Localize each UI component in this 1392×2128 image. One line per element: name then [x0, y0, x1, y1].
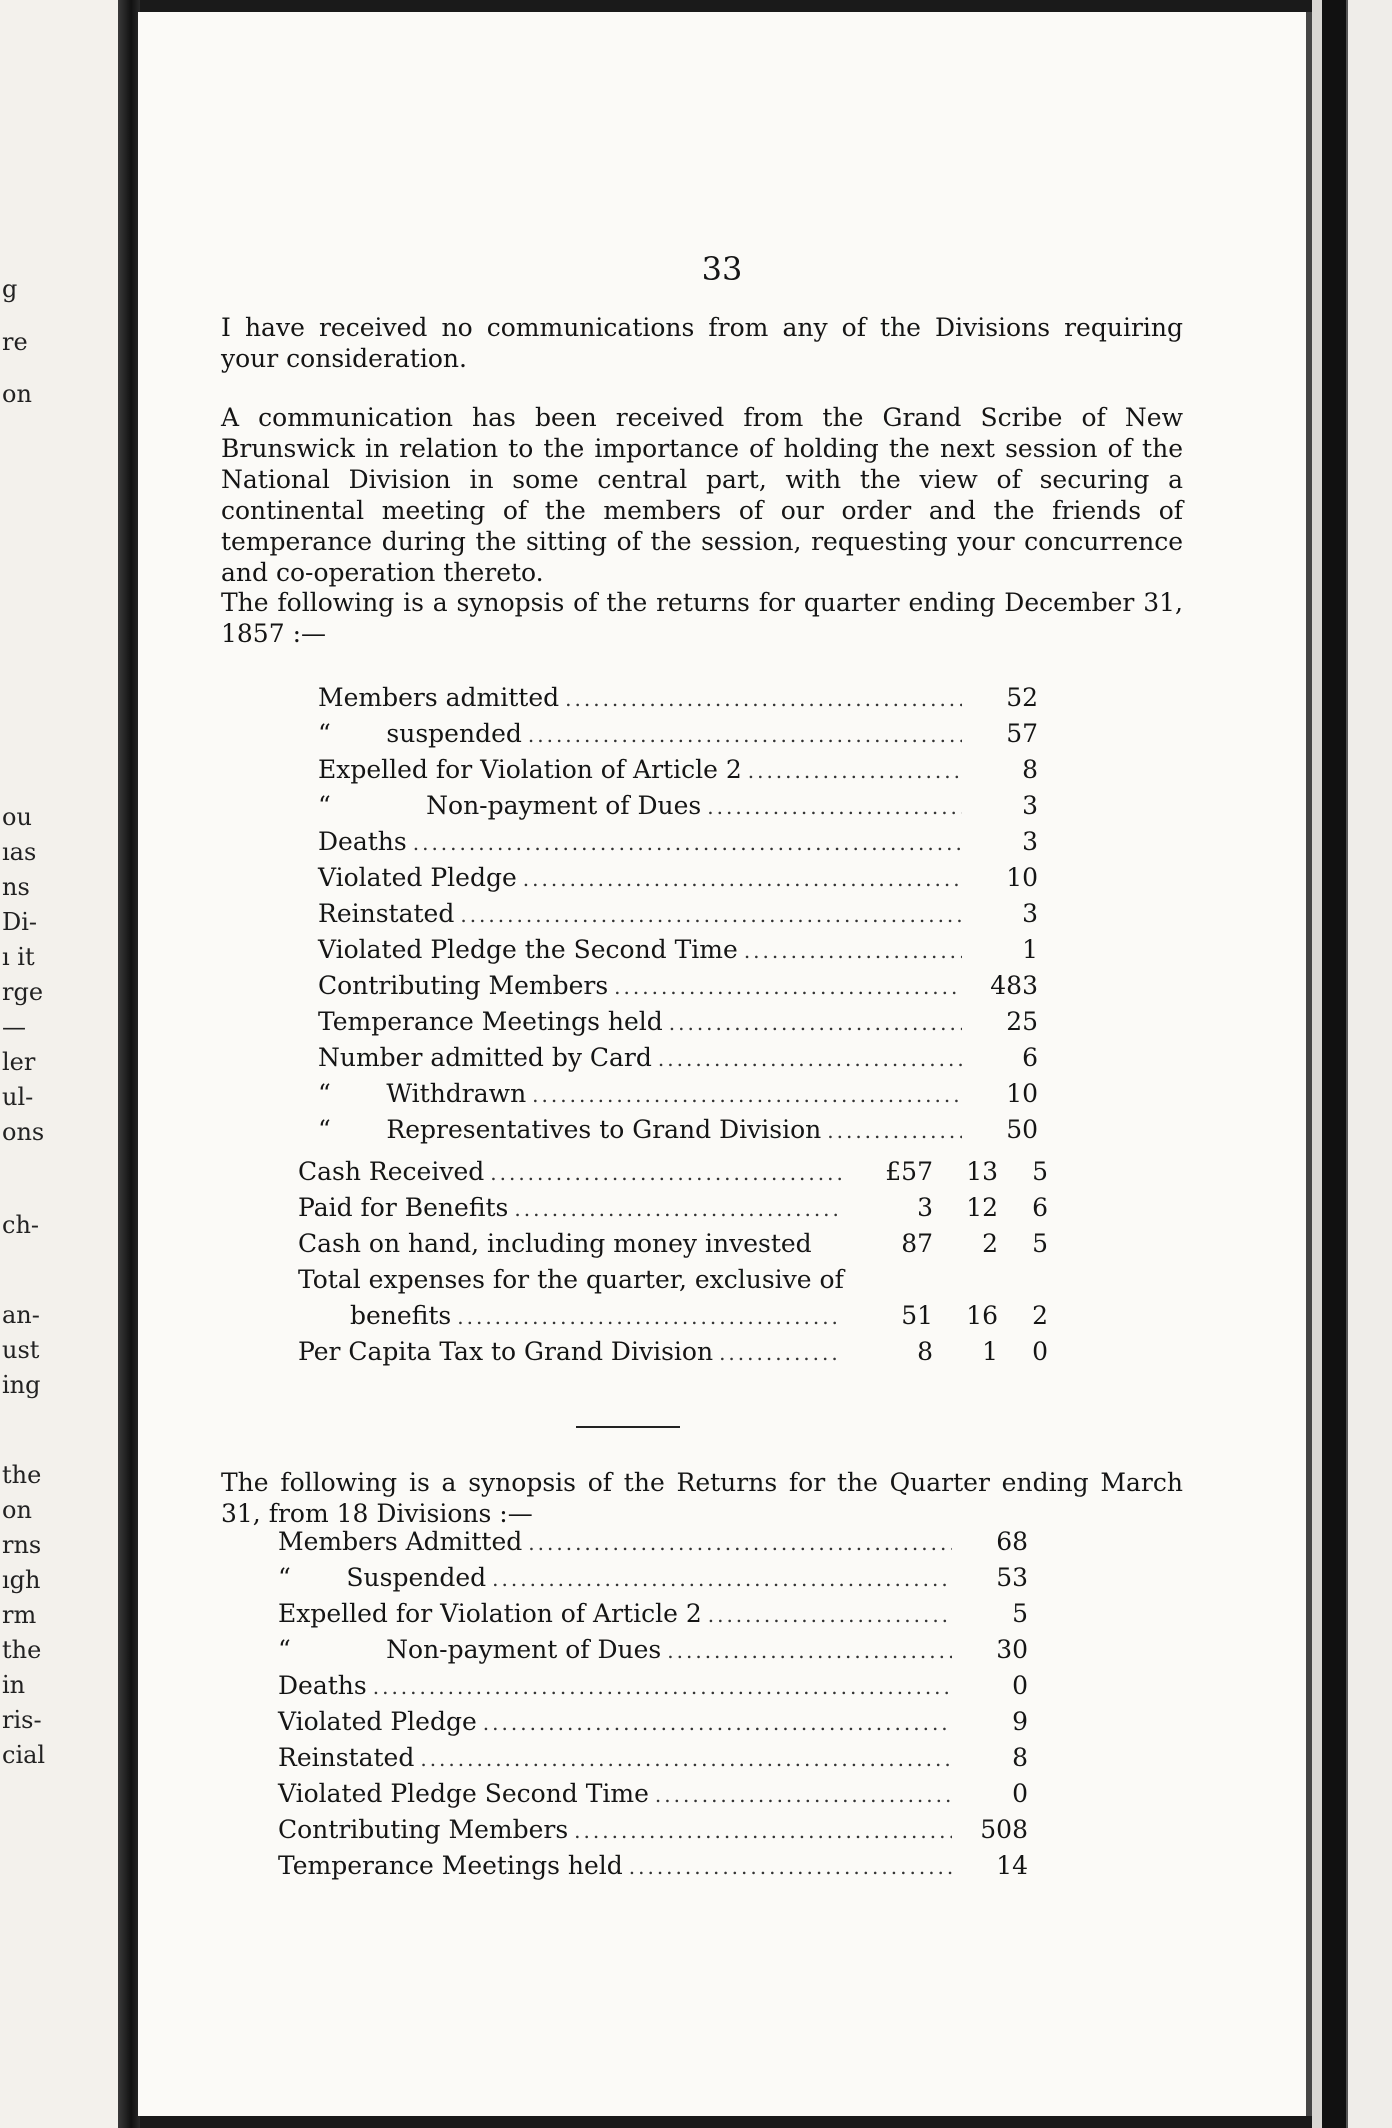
left-fragment: ı it	[2, 943, 35, 971]
page-edge	[1312, 0, 1322, 2128]
row-value: 25	[1006, 1007, 1038, 1036]
row-label: Number admitted by Card	[318, 1043, 652, 1072]
left-fragments-middle	[2, 800, 62, 1150]
paragraph-december-intro	[193, 587, 1183, 649]
shillings-value: 2	[982, 1229, 998, 1258]
row-value: 57	[1006, 719, 1038, 748]
left-fragment: g	[2, 275, 18, 303]
left-fragment: the	[2, 1636, 42, 1664]
row-value: 30	[996, 1635, 1028, 1664]
money-row	[298, 1298, 1048, 1334]
row-label: Deaths	[318, 827, 407, 856]
row-label: Contributing Members	[278, 1815, 569, 1844]
row-value: 8	[1022, 755, 1038, 784]
table-row	[278, 1812, 1028, 1848]
money-row	[298, 1262, 1048, 1298]
row-label: Temperance Meetings held	[278, 1851, 623, 1880]
table-row	[278, 1632, 1028, 1668]
book-gutter	[118, 0, 140, 2128]
shillings-value: 12	[966, 1193, 998, 1222]
left-fragment: ust	[2, 1336, 40, 1364]
paragraph-text: I have received no communications from any of the Divisions requiring your consideration.	[221, 313, 1183, 373]
row-value: 53	[996, 1563, 1028, 1592]
table-row	[318, 1004, 1038, 1040]
row-label: “ suspended	[318, 719, 522, 748]
left-fragment: —	[2, 1013, 26, 1041]
row-label: Per Capita Tax to Grand Division	[298, 1337, 714, 1366]
row-value: 8	[1012, 1743, 1028, 1772]
row-label: Violated Pledge the Second Time	[318, 935, 738, 964]
row-label: Members admitted	[318, 683, 560, 712]
left-fragments-lower2	[2, 1298, 62, 1403]
page-number: 33	[701, 250, 743, 288]
left-fragment: ul-	[2, 1083, 34, 1111]
row-label: Cash on hand, including money invested	[298, 1229, 812, 1258]
table-row	[318, 1076, 1038, 1112]
row-label: “ Suspended	[278, 1563, 487, 1592]
row-value: 5	[1012, 1599, 1028, 1628]
row-value: 1	[1022, 935, 1038, 964]
left-fragment: on	[2, 1496, 32, 1524]
left-fragments-top	[2, 272, 62, 412]
december-returns-table	[318, 680, 1038, 1148]
row-value: 68	[996, 1527, 1028, 1556]
row-label: Cash Received	[298, 1157, 485, 1186]
table-row	[318, 968, 1038, 1004]
table-row	[278, 1596, 1028, 1632]
page-edge-outer	[1346, 0, 1392, 2128]
left-fragment: Di-	[2, 908, 38, 936]
row-label: Contributing Members	[318, 971, 609, 1000]
row-label: benefits	[350, 1301, 452, 1330]
row-label: “ Non-payment of Dues	[318, 791, 702, 820]
table-row	[318, 932, 1038, 968]
left-page-margin	[0, 0, 130, 2128]
row-label: Expelled for Violation of Article 2	[278, 1599, 702, 1628]
table-row	[278, 1668, 1028, 1704]
row-label: “ Non-payment of Dues	[278, 1635, 662, 1664]
left-fragment: the	[2, 1461, 42, 1489]
money-row	[298, 1334, 1048, 1370]
shillings-value: 16	[966, 1301, 998, 1330]
paragraph-text: A communication has been received from the Grand Scribe of New Brunswick in relation to the importance of holding the next session of the National Division in some central part, with the view of securing a continental meeting of the members of our order and the friends of temperance during the sitting of the session, requesting your concurrence and co-operation thereto.	[221, 403, 1183, 587]
row-label: Deaths	[278, 1671, 367, 1700]
left-fragments-lower	[2, 1208, 62, 1243]
row-label: Expelled for Violation of Article 2	[318, 755, 742, 784]
left-fragment: rge	[2, 978, 44, 1006]
left-fragments-bottom	[2, 1458, 62, 1773]
table-row	[318, 1112, 1038, 1148]
paragraph-new-brunswick	[193, 402, 1183, 588]
table-row	[318, 1040, 1038, 1076]
pounds-value: 3	[917, 1193, 933, 1222]
row-value: 3	[1022, 899, 1038, 928]
row-value: 3	[1022, 791, 1038, 820]
left-fragment: in	[2, 1671, 26, 1699]
row-label: “ Withdrawn	[318, 1079, 527, 1108]
row-value: 14	[996, 1851, 1028, 1880]
money-row	[298, 1154, 1048, 1190]
table-row	[278, 1848, 1028, 1884]
row-value: 3	[1022, 827, 1038, 856]
paragraph-communications	[193, 312, 1183, 374]
left-fragment: ris-	[2, 1706, 42, 1734]
paragraph-text: The following is a synopsis of the Returns for the Quarter ending March 31, from 18 Divisions :—	[221, 1468, 1183, 1528]
left-fragment: ou	[2, 803, 32, 831]
left-fragment: ıgh	[2, 1566, 41, 1594]
paragraph-text: The following is a synopsis of the returns for quarter ending December 31, 1857 :—	[221, 588, 1183, 648]
pence-value: 5	[1032, 1229, 1048, 1258]
pence-value: 5	[1032, 1157, 1048, 1186]
row-value: 52	[1006, 683, 1038, 712]
money-row	[298, 1190, 1048, 1226]
table-row	[318, 716, 1038, 752]
row-label: Violated Pledge	[278, 1707, 477, 1736]
left-fragment: ch-	[2, 1211, 40, 1239]
row-value: 6	[1022, 1043, 1038, 1072]
pounds-value: 8	[917, 1337, 933, 1366]
left-fragment: rns	[2, 1531, 42, 1559]
row-label: Reinstated	[278, 1743, 415, 1772]
section-divider	[576, 1426, 680, 1428]
pounds-value: 51	[901, 1301, 933, 1330]
pounds-value: 87	[901, 1229, 933, 1258]
paragraph-march-intro	[193, 1467, 1183, 1529]
table-row	[278, 1704, 1028, 1740]
row-label: “ Representatives to Grand Division	[318, 1115, 822, 1144]
table-row	[318, 896, 1038, 932]
left-fragment: ler	[2, 1048, 36, 1076]
row-label: Violated Pledge Second Time	[278, 1779, 649, 1808]
table-row	[318, 860, 1038, 896]
left-fragment: an-	[2, 1301, 40, 1329]
row-value: 10	[1006, 863, 1038, 892]
page-edge-shadow	[1322, 0, 1346, 2128]
pounds-value: £57	[885, 1157, 933, 1186]
left-fragment: ons	[2, 1118, 45, 1146]
row-label: Temperance Meetings held	[318, 1007, 663, 1036]
pence-value: 6	[1032, 1193, 1048, 1222]
row-value: 10	[1006, 1079, 1038, 1108]
pence-value: 0	[1032, 1337, 1048, 1366]
left-fragment: ıas	[2, 838, 37, 866]
row-value: 508	[980, 1815, 1028, 1844]
row-label: Total expenses for the quarter, exclusive of	[298, 1265, 844, 1294]
row-value: 50	[1006, 1115, 1038, 1144]
table-row	[318, 680, 1038, 716]
row-value: 0	[1012, 1779, 1028, 1808]
left-fragment: ing	[2, 1371, 41, 1399]
december-money-table	[298, 1154, 1048, 1370]
table-row	[278, 1740, 1028, 1776]
table-row	[278, 1776, 1028, 1812]
march-returns-table	[278, 1524, 1028, 1884]
money-row	[298, 1226, 1048, 1262]
table-row	[278, 1524, 1028, 1560]
row-label: Reinstated	[318, 899, 455, 928]
row-label: Violated Pledge	[318, 863, 517, 892]
table-row	[318, 824, 1038, 860]
left-fragment: rm	[2, 1601, 37, 1629]
left-fragment: on	[2, 380, 32, 408]
row-label: Members Admitted	[278, 1527, 523, 1556]
table-row	[318, 788, 1038, 824]
left-fragment: re	[2, 328, 28, 356]
pence-value: 2	[1032, 1301, 1048, 1330]
left-fragment: cial	[2, 1741, 46, 1769]
row-value: 483	[990, 971, 1038, 1000]
row-value: 9	[1012, 1707, 1028, 1736]
table-row	[318, 752, 1038, 788]
shillings-value: 1	[982, 1337, 998, 1366]
row-value: 0	[1012, 1671, 1028, 1700]
shillings-value: 13	[966, 1157, 998, 1186]
row-label: Paid for Benefits	[298, 1193, 509, 1222]
table-row	[278, 1560, 1028, 1596]
left-fragment: ns	[2, 873, 30, 901]
document-page	[138, 12, 1312, 2116]
